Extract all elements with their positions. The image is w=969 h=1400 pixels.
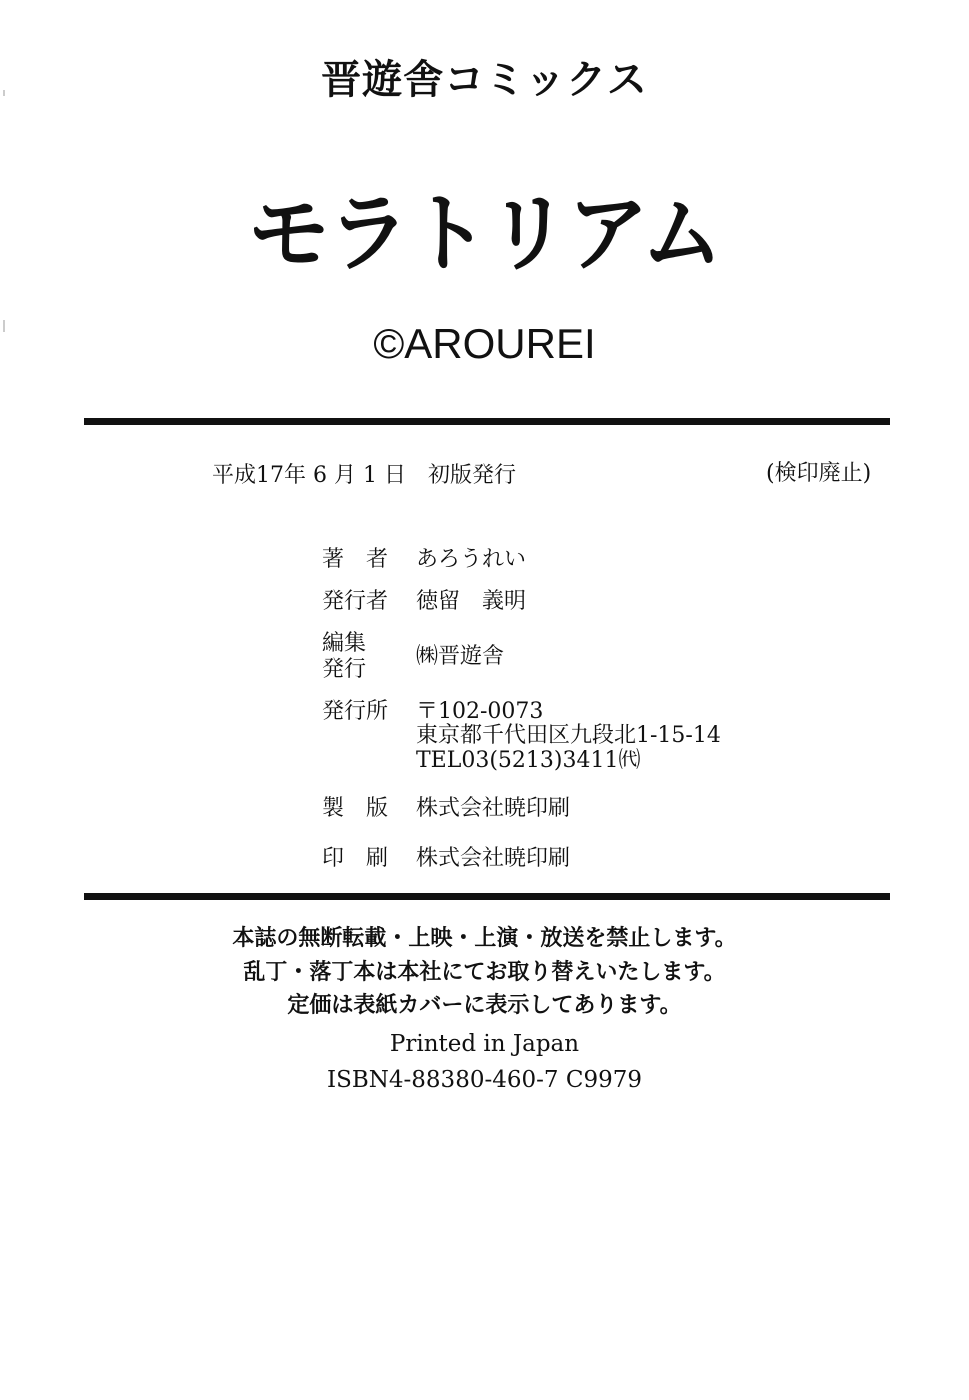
scan-edge-mark [3,320,5,332]
office-telephone: TEL03(5213)3411㈹ [416,748,641,773]
publisher-label: 発行者 [322,589,389,614]
printing-label: 印刷 [322,846,411,871]
office-postal-code: 〒102-0073 [416,699,544,724]
printed-in-japan: Printed in Japan [389,1031,580,1057]
notice-line: 乱丁・落丁本は本社にてお取り替えいたします。 [243,960,726,985]
prepress-label: 製版 [322,796,411,821]
series-name: 晋遊舎コミックス [321,57,648,103]
office-label: 発行所 [322,699,389,724]
isbn-code: ISBN4-88380-460-7 C9979 [327,1067,642,1093]
notice-line: 本誌の無断転載・上映・上演・放送を禁止します。 [232,926,737,951]
author-name: あろうれい [416,547,527,572]
publisher-name: 徳留 義明 [416,589,527,614]
copyright-notice: ©AROUREI [373,320,596,367]
editing-label-line1: 編集 [322,631,367,656]
office-address: 東京都千代田区九段北1-15-14 [416,723,721,748]
author-label: 著者 [322,547,411,572]
seal-note: (検印廃止) [766,461,872,486]
scan-edge-mark [3,90,5,96]
book-title: モラトリアム [247,184,722,284]
editing-company: ㈱晋遊舎 [416,644,505,669]
editing-label-line2: 発行 [322,657,367,682]
publication-date: 平成17年 6 月 1 日 初版発行 [212,463,516,488]
notice-line: 定価は表紙カバーに表示してあります。 [287,993,682,1018]
top-divider [84,418,890,425]
prepress-company: 株式会社暁印刷 [416,796,571,821]
printing-company: 株式会社暁印刷 [416,846,571,871]
bottom-divider [84,893,890,900]
